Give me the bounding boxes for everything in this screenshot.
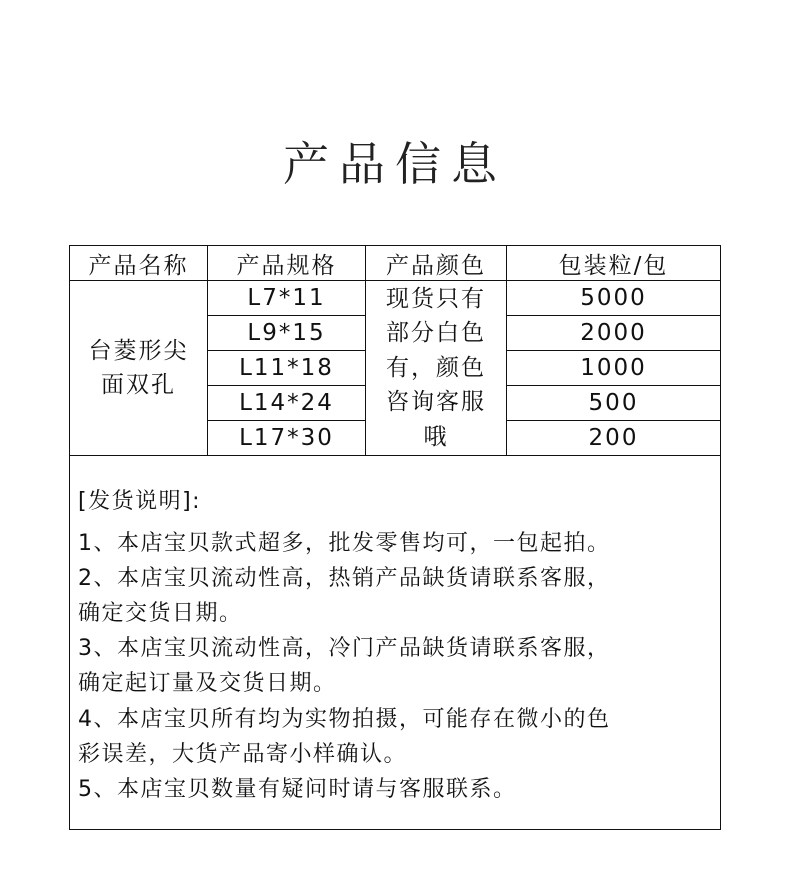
color-line: 部分白色 xyxy=(386,320,486,347)
header-spec: 产品规格 xyxy=(208,246,366,281)
spec-cell: L17*30 xyxy=(208,421,366,456)
color-line: 咨询客服 xyxy=(386,389,486,416)
table-header-row xyxy=(70,246,721,281)
notes-heading: [发货说明]: xyxy=(78,489,202,514)
spec-cell: L11*18 xyxy=(208,351,366,386)
header-color: 产品颜色 xyxy=(366,246,507,281)
page-title: 产品信息 xyxy=(283,137,507,191)
qty-cell: 1000 xyxy=(507,351,721,386)
product-name-line: 面双孔 xyxy=(101,372,176,398)
color-line: 现货只有 xyxy=(386,285,486,312)
note-line: 3、本店宝贝流动性高，冷门产品缺货请联系客服， xyxy=(78,636,611,661)
note-line: 1、本店宝贝款式超多，批发零售均可，一包起拍。 xyxy=(78,531,611,556)
product-table xyxy=(69,245,721,456)
color-line: 哦 xyxy=(423,423,449,450)
note-line: 5、本店宝贝数量有疑问时请与客服联系。 xyxy=(78,777,517,802)
header-qty: 包装粒/包 xyxy=(507,246,721,281)
note-line: 确定起订量及交货日期。 xyxy=(78,671,337,696)
spec-cell: L9*15 xyxy=(208,316,366,351)
qty-cell: 2000 xyxy=(507,316,721,351)
note-line: 彩误差，大货产品寄小样确认。 xyxy=(78,742,408,767)
qty-cell: 5000 xyxy=(507,281,721,316)
shipping-notes xyxy=(69,456,721,830)
table-row xyxy=(70,281,721,316)
color-cell xyxy=(366,281,507,456)
header-name: 产品名称 xyxy=(70,246,208,281)
product-name-cell xyxy=(70,281,208,456)
product-name-line: 台菱形尖 xyxy=(88,338,189,364)
note-line: 4、本店宝贝所有均为实物拍摄，可能存在微小的色 xyxy=(78,707,611,732)
spec-cell: L7*11 xyxy=(208,281,366,316)
note-line: 确定交货日期。 xyxy=(78,601,243,626)
qty-cell: 500 xyxy=(507,386,721,421)
qty-cell: 200 xyxy=(507,421,721,456)
spec-cell: L14*24 xyxy=(208,386,366,421)
color-line: 有，颜色 xyxy=(386,354,486,381)
note-line: 2、本店宝贝流动性高，热销产品缺货请联系客服， xyxy=(78,566,611,591)
